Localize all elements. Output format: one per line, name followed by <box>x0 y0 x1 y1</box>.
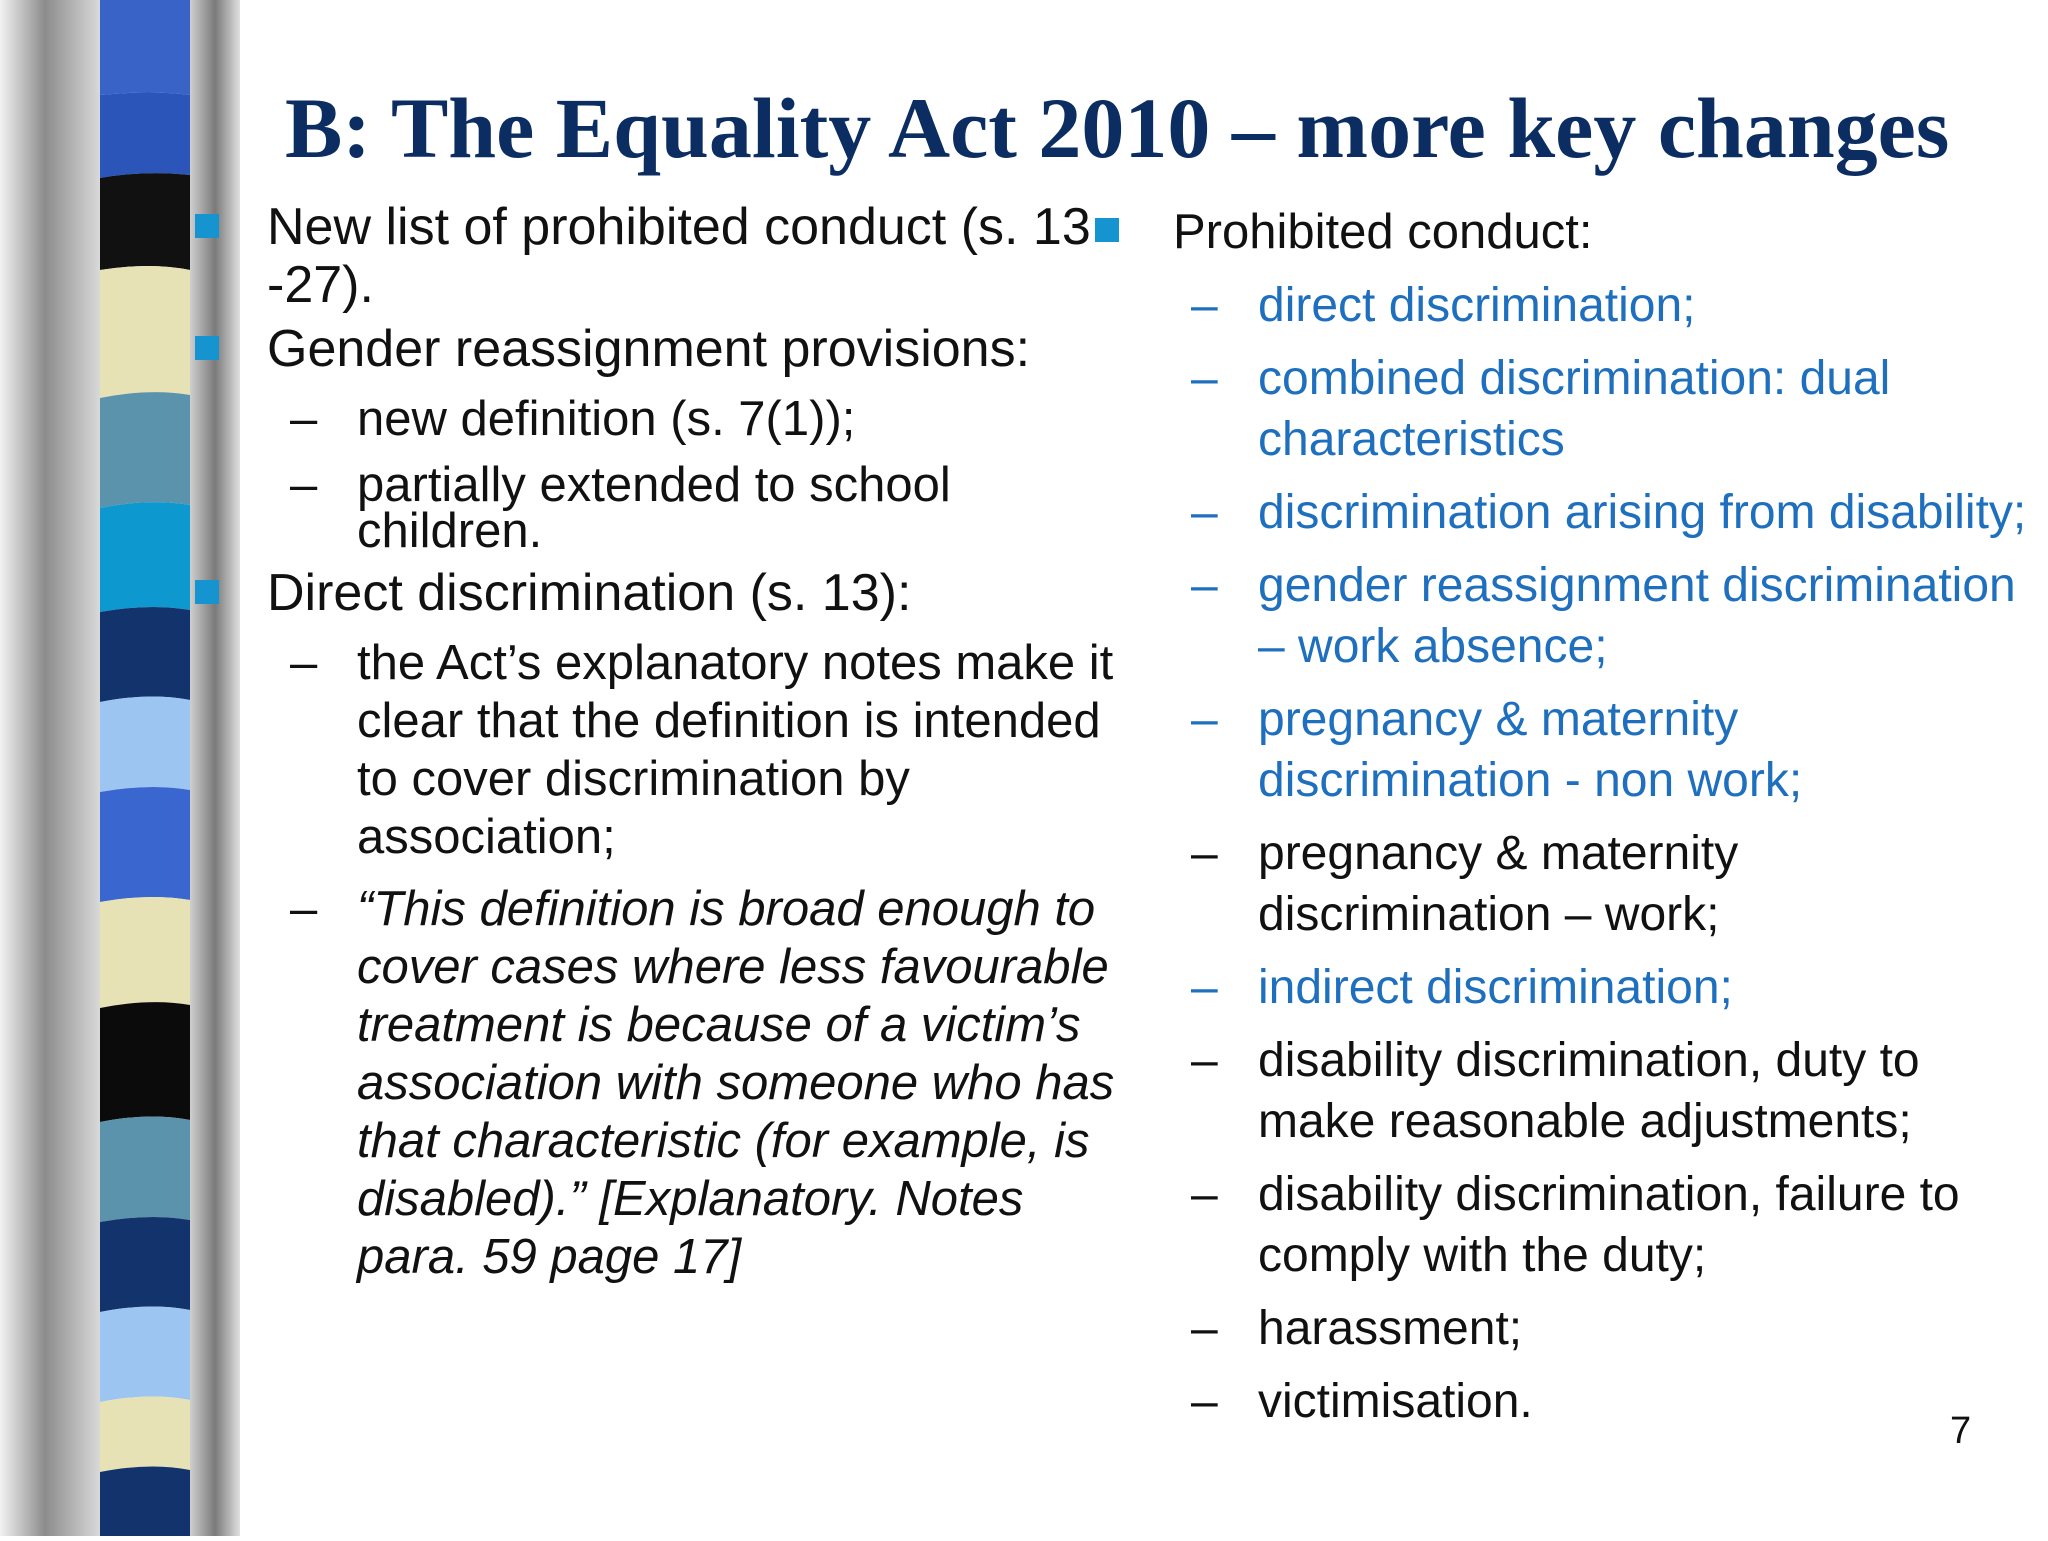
dash-bullet: – <box>1191 1375 1218 1428</box>
conduct-item <box>0 823 2035 945</box>
page-number: 7 <box>1950 1410 1972 1452</box>
dash-bullet: – <box>1191 961 1218 1014</box>
conduct-item-text: pregnancy & maternity discrimination – work; <box>1258 827 1739 941</box>
sub-item-text: the Act’s explanatory notes make it clear that the definition is intended to cover discrimination by association; <box>357 636 1114 864</box>
sub-item-text: new definition (s. 7(1)); <box>357 392 856 446</box>
dash-bullet: – <box>290 636 318 690</box>
dash-bullet: – <box>290 392 318 446</box>
conduct-item-text: disability discrimination, failure to comply with the duty; <box>1258 1168 1960 1282</box>
dash-bullet: – <box>290 882 318 936</box>
conduct-item <box>0 1164 2035 1286</box>
square-bullet-icon <box>1095 218 1119 242</box>
conduct-item <box>0 1030 2035 1152</box>
bullet-text: Prohibited conduct: <box>1173 205 1593 259</box>
conduct-item-text: combined discrimination: dual characteristics <box>1258 352 1891 466</box>
conduct-item-text: victimisation. <box>1258 1375 1533 1428</box>
square-bullet-icon <box>195 214 219 238</box>
right-bullet-list <box>1095 203 2035 1432</box>
sub-item-text: partially extended to school children. <box>357 458 951 558</box>
conduct-item-text: direct discrimination; <box>1258 279 1696 332</box>
bullet-text: Direct discrimination (s. 13): <box>267 564 912 622</box>
dash-bullet: – <box>1191 827 1218 880</box>
conduct-item <box>0 1298 2035 1359</box>
dash-bullet: – <box>1191 279 1218 332</box>
dash-bullet: – <box>1191 559 1218 612</box>
conduct-item <box>0 555 2035 677</box>
conduct-item <box>0 1371 2035 1432</box>
slide-title: B: The Equality Act 2010 – more key changes <box>285 80 1950 176</box>
dash-bullet: – <box>290 458 318 512</box>
quote-text: “This definition is broad enough to cover cases where less favourable treatment is because of a victim’s association with someone who has that characteristic (for example, is disabled).” [Explanatory. Notes para. 59 page 17] <box>357 882 1115 1284</box>
conduct-item-text: discrimination arising from disability; <box>1258 486 2027 539</box>
dash-bullet: – <box>1191 1168 1218 1221</box>
conduct-item-text: gender reassignment discrimination – work absence; <box>1258 559 2016 673</box>
conduct-item <box>0 689 2035 811</box>
conduct-item <box>0 275 2035 336</box>
dash-bullet: – <box>1191 352 1218 405</box>
dash-bullet: – <box>1191 693 1218 746</box>
prohibited-conduct-sublist <box>0 275 2035 1432</box>
conduct-item <box>0 348 2035 470</box>
conduct-item-text: harassment; <box>1258 1302 1523 1355</box>
conduct-item-text: disability discrimination, duty to make reasonable adjustments; <box>1258 1034 1920 1148</box>
bullet-text: Gender reassignment provisions: <box>267 320 1031 378</box>
dash-bullet: – <box>1191 486 1218 539</box>
conduct-item <box>0 957 2035 1018</box>
bullet-prohibited-conduct-heading <box>1095 203 2035 261</box>
bullet-text: New list of prohibited conduct (s. 13 -27). <box>267 198 1091 314</box>
conduct-item-text: pregnancy & maternity discrimination - non work; <box>1258 693 1803 807</box>
conduct-item <box>0 482 2035 543</box>
dash-bullet: – <box>1191 1302 1218 1355</box>
conduct-item-text: indirect discrimination; <box>1258 961 1733 1014</box>
dash-bullet: – <box>1191 1034 1218 1087</box>
